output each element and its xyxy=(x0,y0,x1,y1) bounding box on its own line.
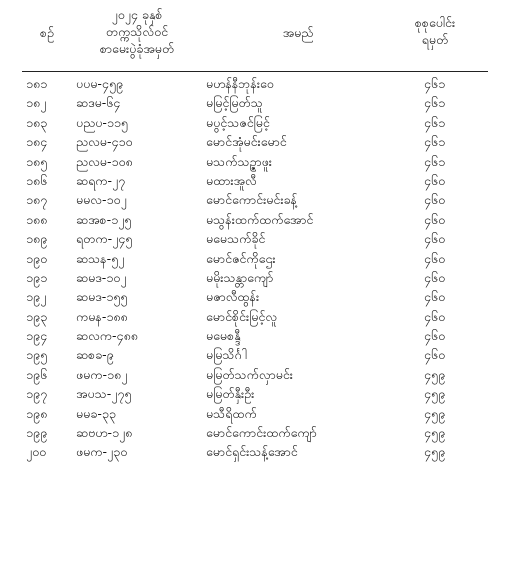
table-row xyxy=(0,287,512,306)
score-cell: ၄၆၀ xyxy=(424,250,446,266)
table-row xyxy=(0,113,512,132)
roll-no-cell: ပပမ-၄၅၉ xyxy=(76,76,124,91)
roll-no-cell: မမခ-၃၃ xyxy=(76,405,116,421)
table-row xyxy=(0,152,512,171)
serial-no-cell: ၁၉၂ xyxy=(26,289,47,305)
score-cell: ၄၅၉ xyxy=(424,405,446,421)
name-cell: မောင်ကောင်းထက်ကျော် xyxy=(206,425,317,441)
table-row xyxy=(0,268,512,287)
score-cell: ၄၆၀ xyxy=(424,308,446,324)
name-cell: မမြတ်သက်လှာမင်း xyxy=(206,366,293,382)
score-cell: ၄၆၁ xyxy=(424,153,446,169)
header-divider xyxy=(22,71,488,72)
name-cell: မောင်စိုင်းမြင့်လူ xyxy=(206,308,278,324)
score-cell: ၄၆၀ xyxy=(424,269,446,285)
serial-no-cell: ၁၉၅ xyxy=(26,347,48,363)
name-cell: မောင်အုံမင်းမောင် xyxy=(206,134,287,150)
name-cell: မမေစန္ဒီ xyxy=(206,328,241,344)
table-body xyxy=(0,74,512,462)
serial-no-cell: ၁၈၁ xyxy=(26,76,48,91)
header-score-line1: စုစုပေါင်း xyxy=(414,15,456,30)
score-cell: ၄၆၀ xyxy=(424,328,446,344)
serial-no-cell: ၁၈၄ xyxy=(26,134,48,150)
serial-no-cell: ၁၈၂ xyxy=(26,95,47,111)
table-row xyxy=(0,210,512,229)
name-cell: မောင်ကောင်းမင်းခန့် xyxy=(206,192,298,208)
serial-no-cell: ၁၈၇ xyxy=(26,192,48,208)
score-cell: ၄၆၀ xyxy=(424,289,446,305)
table-row xyxy=(0,404,512,423)
roll-no-cell: အပသ-၂၇၅ xyxy=(76,386,132,402)
serial-no-cell: ၁၉၉ xyxy=(26,425,48,441)
table-row xyxy=(0,229,512,248)
table-row xyxy=(0,442,512,461)
serial-no-cell: ၁၈၆ xyxy=(26,172,48,188)
score-cell: ၄၅၉ xyxy=(424,366,446,382)
roll-no-cell: ဆမဒ-၁၅၅ xyxy=(76,289,128,305)
name-cell: မသွန်းထက်ထက်အောင် xyxy=(206,211,314,227)
serial-no-cell: ၁၉၈ xyxy=(26,405,48,421)
serial-no-cell: ၁၉၄ xyxy=(26,328,48,344)
serial-no-cell: ၁၉၆ xyxy=(26,366,48,382)
roll-no-cell: ပညပ-၁၁၅ xyxy=(76,114,128,130)
roll-no-cell: ဆသန-၅၂ xyxy=(76,250,125,266)
name-cell: မပွင့်သဇင်မြင့် xyxy=(206,114,270,130)
score-cell: ၄၅၉ xyxy=(424,386,446,402)
header-year-line3: စာမေးပွဲခုံအမှတ် xyxy=(99,41,175,56)
roll-no-cell: ဆရက-၂၇ xyxy=(76,172,126,188)
table-row xyxy=(0,74,512,93)
roll-no-cell: ဆဒမ-၆၄ xyxy=(76,95,121,111)
score-cell: ၄၅၉ xyxy=(424,444,446,460)
table-row xyxy=(0,345,512,364)
name-cell: မောင်ဇင်ကိုဌေး xyxy=(206,250,276,266)
header-total-score xyxy=(400,14,470,48)
roll-no-cell: ဖမက-၁၈၂ xyxy=(76,366,128,382)
score-cell: ၄၆၀ xyxy=(424,192,446,208)
serial-no-cell: ၁၈၉ xyxy=(26,231,48,247)
serial-no-cell: ၂၀၀ xyxy=(26,444,47,460)
roll-no-cell: ဆလက-၄၈၈ xyxy=(76,328,138,344)
roll-no-cell: ဆအစ-၁၂၅ xyxy=(76,211,132,227)
serial-no-cell: ၁၉၀ xyxy=(26,250,48,266)
name-cell: မမြတ်နှီးဦး xyxy=(206,386,255,402)
name-cell: မောင်ရှင်းသန့်အောင် xyxy=(206,444,298,460)
name-cell: မမြင့်မြတ်သူ xyxy=(206,95,263,111)
header-year-line1: ၂၀၂၄ ခုနှစ် xyxy=(111,7,163,22)
header-serial-no: စဉ် xyxy=(40,25,54,40)
table-row xyxy=(0,190,512,209)
name-cell: မဇာလီထွန်း xyxy=(206,289,260,305)
roll-no-cell: ဖမက-၂၃၀ xyxy=(76,444,128,460)
roll-no-cell: ညလမ-၄၁၀ xyxy=(76,134,133,150)
serial-no-cell: ၁၈၅ xyxy=(26,153,48,169)
roll-no-cell: ဆမဒ-၁၀၂ xyxy=(76,269,127,285)
roll-no-cell: ဆဗဟ-၁၂၈ xyxy=(76,425,133,441)
roll-no-cell: ဆစခ-၉ xyxy=(76,347,114,363)
header-score-line2: ရမှတ် xyxy=(421,32,449,47)
table-row xyxy=(0,249,512,268)
table-row xyxy=(0,171,512,190)
serial-no-cell: ၁၉၃ xyxy=(26,308,48,324)
roll-no-cell: ညလမ-၁၀၈ xyxy=(76,153,133,169)
table-row xyxy=(0,93,512,112)
header-exam-roll-no xyxy=(82,6,192,57)
name-cell: မထားအူလီ xyxy=(206,172,257,188)
name-cell: မသက်သဉ္ဇာဖူး xyxy=(206,153,272,169)
score-cell: ၄၆၁ xyxy=(424,76,446,91)
name-cell: မမိုးသန္တာကျော် xyxy=(206,269,274,285)
table-row xyxy=(0,326,512,345)
header-year-line2: တက္ကသိုလ်ဝင် xyxy=(105,24,169,39)
table-row xyxy=(0,384,512,403)
table-row xyxy=(0,423,512,442)
roll-no-cell: ရတက-၂၄၅ xyxy=(76,231,133,247)
score-cell: ၄၆၀ xyxy=(424,211,446,227)
table-row xyxy=(0,132,512,151)
name-cell: မဟန်နီဘုန်းဝေ xyxy=(206,76,274,91)
score-cell: ၄၆၀ xyxy=(424,347,446,363)
serial-no-cell: ၁၈၃ xyxy=(26,114,48,130)
table-row xyxy=(0,365,512,384)
score-cell: ၄၆၁ xyxy=(424,95,446,111)
table-header xyxy=(0,0,512,70)
header-name: အမည် xyxy=(282,25,314,40)
table-row xyxy=(0,307,512,326)
serial-no-cell: ၁၉၁ xyxy=(26,269,48,285)
serial-no-cell: ၁၉၇ xyxy=(26,386,48,402)
score-cell: ၄၆၁ xyxy=(424,114,446,130)
serial-no-cell: ၁၈၈ xyxy=(26,211,48,227)
name-cell: မမြသိင်္ဂါ xyxy=(206,347,248,363)
roll-no-cell: မမလ-၁၀၂ xyxy=(76,192,127,208)
name-cell: မမေသက်ခိုင် xyxy=(206,231,266,247)
score-cell: ၄၆၀ xyxy=(424,231,446,247)
score-cell: ၄၆၁ xyxy=(424,134,446,150)
roll-no-cell: ကမန-၁၈၈ xyxy=(76,308,128,324)
name-cell: မသီရိထက် xyxy=(206,405,257,421)
score-cell: ၄၆၀ xyxy=(424,172,446,188)
score-cell: ၄၅၉ xyxy=(424,425,446,441)
